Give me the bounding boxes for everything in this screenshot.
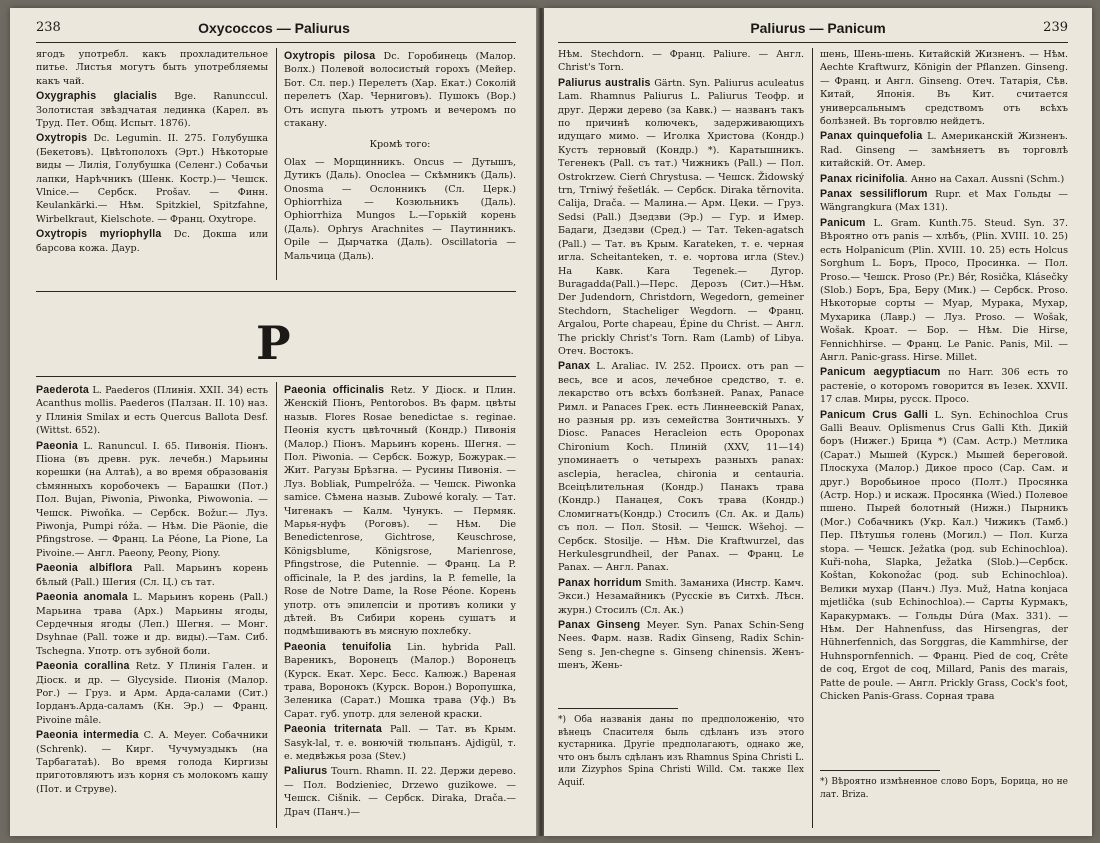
entry-text: Gärtn. Syn. Paliurus aculeatus Lam. Rhamnus Paliurus L. Paliurus Теофр. и друг. Держи дерево (за Кавк.) — названъ такъ по причинѣ колючекъ, задерживающихъ идущаго мимо. — Иголка Христова (Кондр.) Кустъ терновый (Кондр.) *). Каратышникъ. Тегенекъ (Pall. съ тат.) Чижникъ (Pall.) — Пол. Ostrokrzew. Cierń Chrystusa. — Чешск. Židowský trn, Trniwý řešetlák. — Сербск. Diraka těrnovita. Calija, Drača. — Малина.— Арм. Цеки. — Груз. Sedsi (Pall.) Дзедзви (Эр.) — Гур. и Имер. Бадаги, Дзедзви (Сред.) — Тат. Teken-agatsch (Pall.) — Тат. въ Крым. Karateken, т. е. черная игла. Scheitanteken, т. е. чортова игла (Stev.) На Кавк. Kara Tegenek.— Дугор. Buragadda(Pall.)—Перс. Дерозъ (Сит.)—Нѣм. Der Judendorn, Christdorn, Wegedorn, gemeiner Stechdorn, Stacheliger Wegdorn. — Франц. Argalou, Porte chapeau, Épine du Christ. — Англ. The prickly Christ's Torn. Ram (Lamb) of Libya. Отеч. Востокъ. xyxy=(558,77,804,357)
entry-headword: Panax horridum xyxy=(558,576,642,589)
dictionary-entry xyxy=(284,384,516,639)
entry-text: шень, Шень-шень. Китайскій Жизненъ. — Нѣм. Aechte Kraftwurz, Königin der Pflanzen. Ginseng. — Франц. и Англ. Ginseng. Отеч. Татарія, Сѣв. Китай, Японія. Въ Кит. считается универсальнымъ средствомъ отъ всѣхъ болѣзней. Въ торговлю нейдетъ. xyxy=(820,49,1068,128)
footnote-rule-2 xyxy=(820,770,940,771)
entry-headword: Paeonia triternata xyxy=(284,723,382,736)
entry-text: L. Araliac. IV. 252. Происх. отъ pan — весь, все и acos, лечебное средство, т. е. лекарство отъ всѣхъ болѣзней. Panax, Panace Римл. и Panaces Грек. есть Линнеевскій Panax, но разныя рр. изъ семейства Зонтичныхъ. У Diosc. Panaces Heracleion есть Opoponax Chironium Koch. Плиній (XXV, 11—14) упоминаетъ о четырехъ разныхъ panax: asclepia, heraclea, chironia и centauria. Всеіцѣлительная (Кондр.) Панакъ трава (Кондр.) Панацея, Сокъ трава (Кондр.) Сломигнатъ(Кондр.) Стосилъ (Сл. Ак. и Даль) съ пол. — Пол. Stosił. — Чешск. Wšehoj. — Сербск. Stosilje. — Нѣм. Die Kraftwurzel, das Herkulesgrundheil, der Panax. — Франц. Le Panax. — Англ. Panax. xyxy=(558,361,804,574)
entry-headword: Panax Ginseng xyxy=(558,619,641,632)
left-bottom-column-divider xyxy=(276,382,277,828)
entry-headword: Panax sessiliflorum xyxy=(820,188,928,201)
section-letter: P xyxy=(256,316,291,370)
dictionary-entry xyxy=(284,765,516,819)
dictionary-entry xyxy=(284,641,516,721)
entry-text: Pall. — Тат. въ Крым. Sasyk-lal, т. е. вонючій тюльпанъ. Ajdigül, т. е. медвѣжья роза (Stev.) xyxy=(284,724,516,762)
entry-text: Rupr. et Max Гольды — Wängrangkura (Max 131). xyxy=(820,189,1068,214)
right-column-divider xyxy=(812,48,813,828)
entry-text: Pall. Марьинъ корень бѣлый (Pall.) Шегия (Сл. Ц.) съ тат. xyxy=(36,563,268,588)
left-section-rule-bottom xyxy=(36,376,516,377)
footnote-2 xyxy=(820,776,1068,828)
dictionary-entry xyxy=(36,729,268,796)
entry-text: L. Марьинъ корень (Pall.) Марьина трава (Арх.) Марьины ягоды, Сердечныя ягоды (Леп.) Шегня. — Монг. Dsyhnae (Pall. тоже и др. виды).—Там. Сиб. Tschegna. Употр. отъ зубной боли. xyxy=(36,592,268,657)
dictionary-entry xyxy=(820,48,1068,128)
left-page xyxy=(10,8,538,836)
footnote-1 xyxy=(558,714,804,828)
left-bottom-column-1 xyxy=(36,382,268,828)
entry-text: L. Ranuncul. I. 65. Пивонія. Піонъ. Піона (въ древн. рук. лечебн.) Марьины корешки (на Алтаѣ), а во время образованія сѣмянныхъ коробочекъ — Барашки (Пот.) Пол. Bujan, Piwonia, Piwonka, Piwowonia. — Чешск. Piwoňka. — Сербск. Božur.— Луз. Piwonja, Pumpi róža. — Нѣм. Die Päonie, die Pfingstrose. — Франц. La Péone, La Pione, La Pivoine.— Англ. Paeony, Peony, Piony. xyxy=(36,440,268,559)
entry-text: Dc. Докша или барсова кожа. Даур. xyxy=(36,229,268,254)
dictionary-entry xyxy=(36,562,268,589)
entry-headword: Panax xyxy=(558,360,591,373)
entry-headword: Paliurus xyxy=(284,765,328,778)
entry-headword: Paeonia anomala xyxy=(36,591,128,604)
left-top-column-divider xyxy=(276,48,277,280)
dictionary-entry xyxy=(36,591,268,658)
dictionary-entry xyxy=(820,409,1068,704)
dictionary-entry xyxy=(36,48,268,88)
entry-headword: Panicum Crus Galli xyxy=(820,408,928,421)
dictionary-entry xyxy=(284,723,516,763)
footnote-rule-1 xyxy=(558,708,678,709)
entry-headword: Panax ricinifolia xyxy=(820,172,905,185)
entry-headword: Panicum aegyptiacum xyxy=(820,366,941,379)
left-running-head xyxy=(10,20,538,42)
entry-text: L. Syn. Echinochloa Crus Galli Beauv. Oplismenus Crus Galli Kth. Дикій боръ (Нижег.) Брица *) (Сам. Астр.) Метлика (Сарат.) Мышей (Курск.) Мышей береговой. Плоскуха (Малор.) Дикое просо (Сар. Сам. и друг.) Воробьиное просо (Полт.) Просянка (Астр. Нор.) и искаж. Просянка (Wied.) Полевое пшено. Пырей болотный (Нижн.) Пырникъ (Мог.) Собачникъ (Укр. Кал.) Чижикъ (Тамб.) Пер. Пѣтушья голень (Могил.) — Пол. Kurza stopa. — Чешск. Ježatka (род. sub Echinochloa). Kuři-noha, Slapka, Ježatka (Slob.)—Сербск. Koštan, Kokonožac (род. sub Echinochloa). Велики мухар (Панч.) Луз. Muž, Hatna konjaca mjetlička (sub Echinochloa).— Сарты Курмакъ, Каракурмакъ. — Гольды Dúra (Max. 331). — Нѣм. Der Hahnenfuss, das Hirsengras, der Hühnerfennich, das Sorggras, die Kammhirse, der Huhnspornfennich. — Франц. Pied de coq, Crête de coq, Ergot de coq, Millard, Panis des marais, Patte de poule. — Англ. Prickly Grass, Cock's foot, Chicken Panis-Grass. Сорная трава xyxy=(820,409,1068,703)
entry-text: L. Американскій Жизненъ. Rad. Ginseng — замѣняетъ въ торговлѣ китайскій. От. Амер. xyxy=(820,131,1068,170)
entry-text: Dc. Горобинець (Малор. Волх.) Полевой волосистый горохъ (Мейер. Бот. Сл. пер.) Перелетъ (Хар. Екат.) Соколій перелетъ (Хар. Черниговъ). Пушокъ (Вор.) Отъ испуга пьютъ утромъ и вечеромъ по стакану. xyxy=(284,51,516,130)
right-column-1 xyxy=(558,48,804,700)
right-running-title: Paliurus — Panicum xyxy=(750,20,886,36)
dictionary-entry xyxy=(558,577,804,617)
dictionary-entry xyxy=(36,384,268,438)
left-top-column-2 xyxy=(284,48,516,280)
entry-text: Retz. У Діоск. и Плин. Женскій Піонъ, Pentorobos. Въ фарм. цвѣты назыв. Flores Rosae benedictae s. reginae. Пеонія кустъ цвѣточный (Кондр.) Пивонія (Малор.) Піонъ. Марьинъ корень. Шегня. — Пол. Piwonia. — Сербск. Божур, Божурак.— Жит. Рагузы Брѣзгна. — Русины Пивонія. — Луз. Bobliak, Pumpelróža. — Чешск. Piwonka samice. Сѣмена назыв. Zubowé koraly. — Тат. Чигенакъ — Калм. Чунукъ. — Пермяк. Марья-нуфъ (Роговъ). — Нѣм. Die Benedictenrose, Gichtrose, Keuschrose, Königsblume, Königsrose, Marienrose, Pfingstrose, die Putennie. — Франц. La P. officinale, la P. des jardins, la P. femelle, la Rose de Notre Dame, la Rose Péone. Корень употр. отъ эпилепсіи и противъ колики у дѣтей. Въ Сибири корень сушатъ и подмѣшиваютъ въ мясную похлебку. xyxy=(284,385,516,638)
entry-headword: Panax quinquefolia xyxy=(820,130,923,143)
dictionary-entry xyxy=(558,48,804,75)
entry-text: L. Paederos (Плинія. XXII. 34) есть Acanthus mollis. Paederos (Палзан. II. 10) наз. у Плинія Smilax и есть Quercus Ballota Desf. (Wittst. 652). xyxy=(36,385,268,437)
entry-headword: Paeonia albiflora xyxy=(36,562,133,575)
dictionary-entry xyxy=(284,156,516,263)
footnote-1-text: *) Оба названія даны по предположенію, что вѣнецъ Спасителя быль сдѣланъ изъ этого кустарника. Другіе предполагаютъ, однако же, что онъ былъ сдѣланъ изъ Rhamnus Spina Christi L. или Zizyphos Spina Christi Willd. См. также Ilex Aquif. xyxy=(558,715,804,788)
entry-headword: Oxygraphis glacialis xyxy=(36,90,158,103)
entry-text: Нѣм. Stechdorn. — Франц. Paliure. — Англ. Christ's Torn. xyxy=(558,49,804,74)
entry-text: . Анно на Сахал. Aussni (Schm.) xyxy=(904,173,1065,185)
entry-headword: Oxytropis pilosa xyxy=(284,50,376,62)
dictionary-entry xyxy=(284,50,516,130)
entry-headword: Paeonia corallina xyxy=(36,660,130,673)
entry-headword: Paeonia tenuifolia xyxy=(284,640,392,653)
entry-text: Dc. Legumin. II. 275. Голубушка (Бекетовъ). Цвѣтополохъ (Эрт.) Нѣкоторые виды — Лилія, Голубушка (Селенг.) Собачьи лапки, Нарѣчникъ (Шенк. Костр.)— Чешск. Vlnice.— Сербск. Prošav. — Финн. Keulankärki.— Нѣм. Spitzkiel, Spitzfahne, Wirbelkraut, Kielschote. — Франц. Oxytrope. xyxy=(36,133,268,225)
entry-text: Smith. Заманиха (Инстр. Камч. Экси.) Незамайникъ (Русскіе въ Ситхѣ. Лѣсн. журн.) Стосилъ (Сл. Ак.) xyxy=(558,577,804,616)
dictionary-entry xyxy=(36,440,268,561)
entry-text: Bge. Ranunccul. Золотистая звѣздчатая лединка (Карел. въ Труд. Пет. Общ. Испыт. 1876). xyxy=(36,91,268,130)
dictionary-entry xyxy=(820,130,1068,170)
dictionary-entry xyxy=(558,360,804,575)
right-page xyxy=(544,8,1092,836)
right-page-number: 239 xyxy=(1043,20,1068,35)
entry-headword: Paeonia officinalis xyxy=(284,384,385,396)
dictionary-entry xyxy=(820,188,1068,215)
entry-headword: Paliurus australis xyxy=(558,76,651,89)
entry-text: ягодъ употребл. какъ прохладительное питье. Листья могутъ быть употребляемы какъ чай. xyxy=(36,49,268,87)
entry-headword: Paederota xyxy=(36,384,90,396)
entry-text: C. A. Meyer. Собачники (Schrenk). — Кирг. Чучумуздыкъ (на Тарбагатаѣ). Во время голода Киргизы приготовляютъ изъ корня съ молокомъ кашу (Пот. и Струве). xyxy=(36,730,268,795)
left-section-rule-top xyxy=(36,291,516,292)
entry-text: L. Gram. Kunth.75. Steud. Syn. 37. Вѣроятно отъ panis — хлѣбъ, (Plin. XVIII. 10. 25) есть Holpanicum (Plin. XVIII. 10. 25) есть Holcus Sorghum L. Боръ, Просо, Просинка. — Пол. Proso.— Чешск. Proso (Pr.) Bér, Rosička, Klásečky (Slob.) Боръ, Бра, Беру (Мик.) — Сербск. Proso. Нѣкоторые сорты — Муар, Мурака, Мухар, Мухарика (Лавр.) — Луз. Proso. — Wošak, Wošak. Кроат. — Бор. — Нѣм. Die Hirse, Fennichhirse. — Франц. Le Panic. Panis, Mil. — Англ. Panic-grass. Hirse. Millet. xyxy=(820,217,1068,363)
entry-headword: Paeonia xyxy=(36,439,79,452)
dictionary-entry xyxy=(558,619,804,673)
left-top-column-1 xyxy=(36,48,268,280)
dictionary-entry xyxy=(36,660,268,727)
dictionary-entry xyxy=(820,217,1068,364)
left-head-rule xyxy=(36,42,516,43)
right-running-head xyxy=(544,20,1092,42)
dictionary-entry xyxy=(36,228,268,255)
right-column-2 xyxy=(820,48,1068,764)
dictionary-entry xyxy=(558,77,804,359)
dictionary-entry xyxy=(36,90,268,130)
entry-text: Meyer. Syn. Panax Schin-Seng Nees. Фарм. назв. Radix Ginseng, Radix Schin-Seng s. Jen-chegne s. Ginseng chinensis. Женъ-шенъ, Жень- xyxy=(558,620,804,672)
left-running-title: Oxycoccos — Paliurus xyxy=(198,20,350,36)
entry-text: Olax — Морщинникъ. Oncus — Дутышъ, Дутикъ (Даль). Onoclea — Скѣмникъ (Даль). Onosma — Ослонникъ (Сл. Церк.) Ophiorrhiza — Козюльникъ (Даль). Ophiorrhiza Mungos L.—Горькій корень (Даль). Ophrys Arachnites — Паутинникъ. Opile — Дырчатка (Даль). Oscillatoria — Мальчица (Даль). xyxy=(284,156,516,262)
footnote-2-text: *) Вѣроятно измѣненное слово Боръ, Борица, но не лат. Briza. xyxy=(820,777,1068,800)
entry-text: по Harr. 306 есть то растеніе, о которомъ говорится въ Іезек. XXVII. 17 слав. Миры, русск. Просо. xyxy=(820,367,1068,406)
entry-headword: Oxytropis myriophylla xyxy=(36,228,162,241)
entry-headword: Paeonia intermedia xyxy=(36,729,139,742)
right-head-rule xyxy=(558,42,1068,43)
dictionary-entry xyxy=(36,132,268,226)
left-bottom-column-2 xyxy=(284,382,516,828)
entry-text: Tourn. Rhamn. II. 22. Держи дерево. — Пол. Bodzieniec, Drzewo guzikowe. — Чешск. Cišnik. — Сербск. Diraka, Drača.—Драч (Панч.)— xyxy=(284,766,516,818)
dictionary-entry xyxy=(820,366,1068,406)
dictionary-entry xyxy=(820,173,1068,186)
entry-text: Lin. hybrida Pall. Вареникъ, Воронецъ (Малор.) Воронецъ (Курск. Екат. Херс. Бесс. Калюж.) Вареная трава, Воронокъ (Курск. Ворон.) Воропушка, Зеленика (Сарат.) Мошка трава (Уф.) Въ Сарат. губ. употр. для зеленой краски. xyxy=(284,641,516,720)
entry-text: Retz. У Плинія Гален. и Діоск. и др. — Glycyside. Пионія (Малор. Рог.) — Груз. и Арм. Арда-салами (Сит.) Іорданъ.Арда-саламъ (Кн. Эр.) — Франц. Pivoine mâle. xyxy=(36,661,268,726)
entry-headword: Panicum xyxy=(820,216,866,229)
left-page-number: 238 xyxy=(36,20,61,35)
entry-headword: Oxytropis xyxy=(36,132,88,145)
entry-text: Кромѣ того: xyxy=(369,139,431,151)
dictionary-entry xyxy=(284,138,516,151)
